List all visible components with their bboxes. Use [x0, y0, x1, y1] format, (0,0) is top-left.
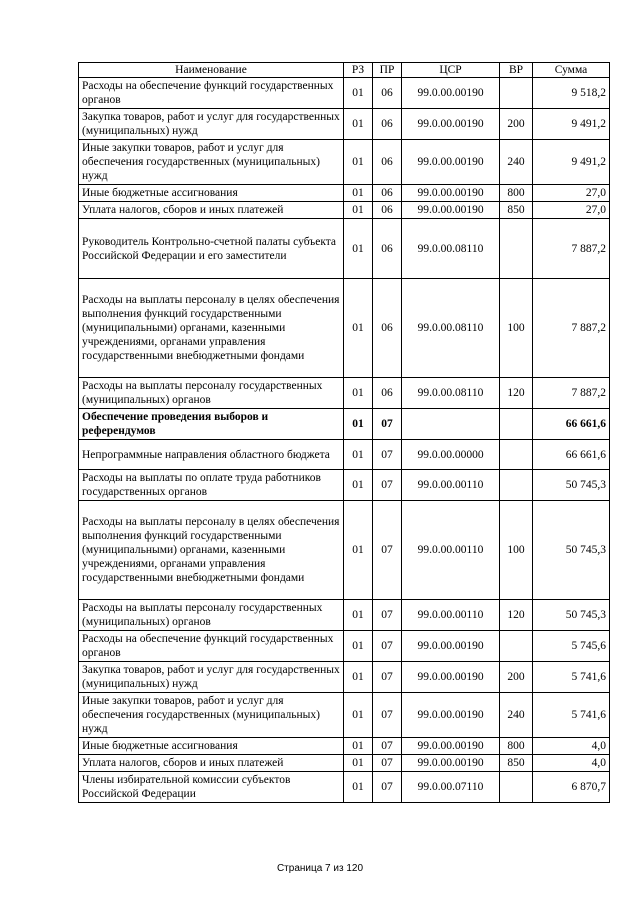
cell-rz: 01	[344, 631, 373, 662]
cell-name: Расходы на выплаты персоналу государственных (муниципальных) органов	[79, 378, 344, 409]
table-row	[79, 470, 610, 501]
header-sum: Сумма	[533, 63, 610, 78]
cell-sum: 50 745,3	[533, 470, 610, 501]
cell-sum: 66 661,6	[533, 440, 610, 470]
cell-rz: 01	[344, 78, 373, 109]
page-number: Страница 7 из 120	[276, 863, 364, 874]
cell-name: Закупка товаров, работ и услуг для государственных (муниципальных) нужд	[79, 662, 344, 693]
cell-pr: 06	[373, 185, 402, 202]
cell-name: Члены избирательной комиссии субъектов Российской Федерации	[79, 772, 344, 803]
cell-vr	[500, 631, 533, 662]
table-row	[79, 501, 610, 600]
cell-sum: 5 741,6	[533, 662, 610, 693]
cell-vr: 100	[500, 279, 533, 378]
cell-name: Непрограммные направления областного бюджета	[79, 440, 344, 470]
cell-rz: 01	[344, 219, 373, 279]
cell-csr: 99.0.00.00000	[402, 440, 500, 470]
cell-sum: 9 491,2	[533, 140, 610, 185]
cell-pr: 06	[373, 279, 402, 378]
cell-pr: 07	[373, 772, 402, 803]
cell-vr: 200	[500, 109, 533, 140]
table-row	[79, 662, 610, 693]
cell-pr: 07	[373, 409, 402, 440]
cell-vr	[500, 470, 533, 501]
cell-csr: 99.0.00.00110	[402, 470, 500, 501]
cell-vr	[500, 219, 533, 279]
cell-sum: 7 887,2	[533, 378, 610, 409]
cell-csr: 99.0.00.00190	[402, 202, 500, 219]
table-row	[79, 755, 610, 772]
cell-vr: 800	[500, 185, 533, 202]
cell-rz: 01	[344, 738, 373, 755]
cell-csr: 99.0.00.08110	[402, 279, 500, 378]
header-vr: ВР	[500, 63, 533, 78]
cell-vr: 240	[500, 140, 533, 185]
cell-pr: 06	[373, 219, 402, 279]
table-body	[79, 78, 610, 803]
cell-csr: 99.0.00.00190	[402, 662, 500, 693]
cell-csr: 99.0.00.07110	[402, 772, 500, 803]
cell-sum: 50 745,3	[533, 600, 610, 631]
table-row	[79, 109, 610, 140]
cell-csr: 99.0.00.00190	[402, 755, 500, 772]
cell-name: Закупка товаров, работ и услуг для государственных (муниципальных) нужд	[79, 109, 344, 140]
cell-csr: 99.0.00.00110	[402, 600, 500, 631]
cell-name: Расходы на выплаты персоналу государственных (муниципальных) органов	[79, 600, 344, 631]
cell-pr: 06	[373, 78, 402, 109]
cell-sum: 50 745,3	[533, 501, 610, 600]
budget-table	[78, 62, 610, 803]
cell-pr: 07	[373, 440, 402, 470]
cell-name: Расходы на выплаты персоналу в целях обеспечения выполнения функций государственными (муниципальными) органами, казенными учреждениями, органами управления государственными внебюджетными фондами	[79, 279, 344, 378]
cell-rz: 01	[344, 470, 373, 501]
cell-sum: 66 661,6	[533, 409, 610, 440]
cell-pr: 07	[373, 755, 402, 772]
table-row	[79, 202, 610, 219]
cell-rz: 01	[344, 185, 373, 202]
table-row	[79, 738, 610, 755]
table-row	[79, 140, 610, 185]
cell-csr: 99.0.00.00190	[402, 109, 500, 140]
cell-csr: 99.0.00.00190	[402, 140, 500, 185]
cell-vr	[500, 440, 533, 470]
cell-sum: 5 741,6	[533, 693, 610, 738]
table-row	[79, 219, 610, 279]
cell-vr: 200	[500, 662, 533, 693]
cell-vr: 120	[500, 600, 533, 631]
cell-sum: 5 745,6	[533, 631, 610, 662]
cell-name: Уплата налогов, сборов и иных платежей	[79, 755, 344, 772]
cell-rz: 01	[344, 662, 373, 693]
cell-csr: 99.0.00.08110	[402, 378, 500, 409]
table-header-row	[79, 63, 610, 78]
cell-rz: 01	[344, 109, 373, 140]
cell-pr: 07	[373, 631, 402, 662]
cell-pr: 07	[373, 662, 402, 693]
cell-name: Расходы на выплаты по оплате труда работников государственных органов	[79, 470, 344, 501]
cell-name: Руководитель Контрольно-счетной палаты субъекта Российской Федерации и его заместители	[79, 219, 344, 279]
table-row	[79, 631, 610, 662]
cell-name: Иные бюджетные ассигнования	[79, 738, 344, 755]
table-row	[79, 185, 610, 202]
table-row	[79, 600, 610, 631]
cell-vr	[500, 772, 533, 803]
cell-pr: 06	[373, 109, 402, 140]
table-row	[79, 279, 610, 378]
cell-sum: 7 887,2	[533, 279, 610, 378]
cell-rz: 01	[344, 440, 373, 470]
cell-name: Уплата налогов, сборов и иных платежей	[79, 202, 344, 219]
cell-vr: 850	[500, 755, 533, 772]
cell-rz: 01	[344, 693, 373, 738]
cell-pr: 06	[373, 202, 402, 219]
cell-name: Иные бюджетные ассигнования	[79, 185, 344, 202]
cell-vr: 850	[500, 202, 533, 219]
cell-name: Расходы на обеспечение функций государственных органов	[79, 631, 344, 662]
cell-sum: 4,0	[533, 755, 610, 772]
cell-sum: 27,0	[533, 185, 610, 202]
table-row	[79, 78, 610, 109]
cell-name: Обеспечение проведения выборов и референдумов	[79, 409, 344, 440]
cell-csr: 99.0.00.08110	[402, 219, 500, 279]
cell-rz: 01	[344, 600, 373, 631]
header-name: Наименование	[79, 63, 344, 78]
cell-vr	[500, 78, 533, 109]
cell-name: Расходы на обеспечение функций государственных органов	[79, 78, 344, 109]
cell-vr: 120	[500, 378, 533, 409]
cell-sum: 7 887,2	[533, 219, 610, 279]
cell-vr: 100	[500, 501, 533, 600]
cell-pr: 06	[373, 140, 402, 185]
cell-rz: 01	[344, 755, 373, 772]
cell-sum: 9 491,2	[533, 109, 610, 140]
cell-name: Расходы на выплаты персоналу в целях обеспечения выполнения функций государственными (муниципальными) органами, казенными учреждениями, органами управления государственными внебюджетными фондами	[79, 501, 344, 600]
cell-sum: 4,0	[533, 738, 610, 755]
cell-vr: 240	[500, 693, 533, 738]
cell-pr: 07	[373, 470, 402, 501]
cell-pr: 07	[373, 600, 402, 631]
cell-csr: 99.0.00.00190	[402, 631, 500, 662]
cell-vr: 800	[500, 738, 533, 755]
cell-pr: 07	[373, 501, 402, 600]
cell-csr	[402, 409, 500, 440]
cell-csr: 99.0.00.00190	[402, 78, 500, 109]
cell-rz: 01	[344, 501, 373, 600]
cell-rz: 01	[344, 378, 373, 409]
cell-pr: 07	[373, 693, 402, 738]
cell-sum: 27,0	[533, 202, 610, 219]
cell-rz: 01	[344, 409, 373, 440]
cell-name: Иные закупки товаров, работ и услуг для обеспечения государственных (муниципальных) нужд	[79, 693, 344, 738]
table-row	[79, 409, 610, 440]
table-row	[79, 378, 610, 409]
cell-name: Иные закупки товаров, работ и услуг для обеспечения государственных (муниципальных) нужд	[79, 140, 344, 185]
table-row	[79, 772, 610, 803]
cell-sum: 6 870,7	[533, 772, 610, 803]
header-pr: ПР	[373, 63, 402, 78]
cell-csr: 99.0.00.00190	[402, 185, 500, 202]
cell-rz: 01	[344, 772, 373, 803]
cell-csr: 99.0.00.00190	[402, 693, 500, 738]
cell-rz: 01	[344, 279, 373, 378]
table-row	[79, 693, 610, 738]
cell-vr	[500, 409, 533, 440]
cell-pr: 06	[373, 378, 402, 409]
cell-pr: 07	[373, 738, 402, 755]
cell-csr: 99.0.00.00110	[402, 501, 500, 600]
table-row	[79, 440, 610, 470]
cell-sum: 9 518,2	[533, 78, 610, 109]
header-rz: РЗ	[344, 63, 373, 78]
cell-rz: 01	[344, 202, 373, 219]
cell-csr: 99.0.00.00190	[402, 738, 500, 755]
header-csr: ЦСР	[402, 63, 500, 78]
cell-rz: 01	[344, 140, 373, 185]
